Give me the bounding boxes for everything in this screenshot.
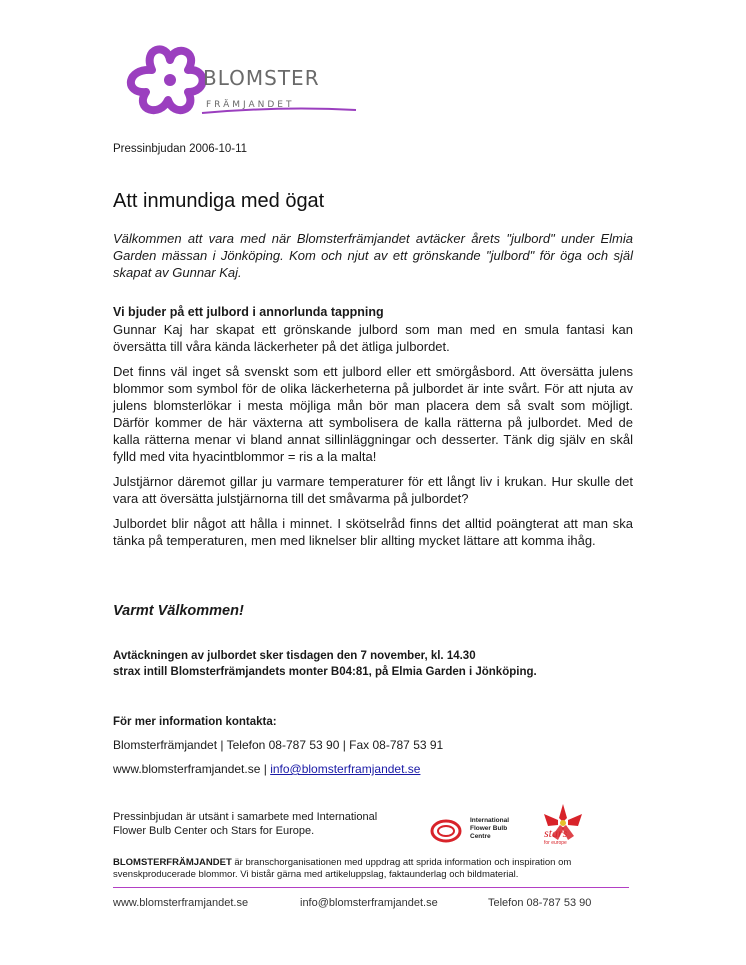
press-date: Pressinbjudan 2006-10-11: [113, 143, 248, 155]
unveil-line: Avtäckningen av julbordet sker tisdagen den 7 november, kl. 14.30: [113, 650, 476, 662]
stars-logo-sub: for europe: [544, 840, 567, 846]
body-paragraph: Gunnar Kaj har skapat ett grönskande julbord som man med en smula fantasi kan översätta till våra kända läckerheter på det ätliga julbordet.: [113, 322, 633, 354]
footer-email[interactable]: info@blomsterframjandet.se: [300, 897, 438, 909]
organisation-name: BLOMSTERFRÄMJANDET: [113, 857, 232, 868]
stars-for-europe-logo: [538, 800, 588, 848]
cooperation-note: Pressinbjudan är utsänt i samarbete med International Flower Bulb Center och Stars for Europe.: [113, 811, 378, 837]
stars-logo-text: stars: [544, 826, 568, 840]
footer-divider: [113, 887, 629, 888]
unveil-line: strax intill Blomsterfrämjandets monter B04:81, på Elmia Garden i Jönköping.: [113, 666, 537, 678]
logo-subtitle: FRÄMJANDET: [206, 100, 295, 110]
section-heading: Vi bjuder på ett julbord i annorlunda tappning: [113, 305, 384, 319]
welcome-heading: Varmt Välkommen!: [113, 603, 244, 619]
ibc-logo-line: International: [470, 817, 510, 824]
ibc-logo-line: Centre: [470, 833, 491, 840]
organisation-description: [113, 857, 633, 881]
unveil-info: [113, 648, 537, 680]
page-title: Att inmundiga med ögat: [113, 190, 325, 212]
contact-phone-line: Blomsterfrämjandet | Telefon 08-787 53 90 | Fax 08-787 53 91: [113, 738, 444, 752]
footer-website[interactable]: www.blomsterframjandet.se: [113, 897, 249, 909]
body-section: [113, 304, 633, 557]
intro-paragraph: Välkommen att vara med när Blomsterfrämjandet avtäcker årets "julbord" under Elmia Garden mässan i Jönköping. Kom och njut av ett grönskande "julbord" för öga och själ skapat av Gunnar Kaj.: [113, 231, 633, 280]
body-paragraph: Det finns väl inget så svenskt som ett julbord eller ett smörgåsbord. Att översätta julens blommor som symbol för de olika läckerheterna på julbordet är inte svårt. För att njuta av julens blomsterlökar i mesta möjliga mån bör man placera dem så svalt som möjligt. Därför kommer de här växterna att symbolisera de kalla rätterna på julbordet. Med de kalla rätterna menar vi bland annat sillinläggningar och desserter. Tänk dig själv en skål fylld med vita hyacintblommor = ris a la malta!: [113, 364, 633, 464]
ibc-logo-line: Flower Bulb: [470, 825, 508, 832]
contact-separator: |: [260, 762, 271, 776]
contact-heading: För mer information kontakta:: [113, 716, 277, 728]
contact-website: www.blomsterframjandet.se: [113, 762, 261, 776]
contact-web-line: [113, 762, 420, 776]
body-paragraph: Julstjärnor däremot gillar ju varmare temperaturer för ett långt liv i krukan. Hur skulle det vara att översätta julstjärnorna till det småvarma på julbordet?: [113, 474, 633, 506]
contact-email-link[interactable]: info@blomsterframjandet.se: [270, 762, 421, 776]
footer-phone: Telefon 08-787 53 90: [488, 897, 592, 909]
ibc-logo: [430, 815, 530, 847]
logo-wordmark: BLOMSTER: [203, 66, 320, 90]
body-paragraph: Julbordet blir något att hålla i minnet. I skötselråd finns det alltid poängterat att man ska tänka på temperaturen, men med liknelser blir allting mycket lättare att komma ihåg.: [113, 516, 633, 548]
organisation-text: är branschorganisationen med uppdrag att sprida information och inspiration om svenskproducerade blommor. Vi bistår gärna med artikeluppslag, faktaunderlag och bildmaterial.: [113, 857, 572, 880]
